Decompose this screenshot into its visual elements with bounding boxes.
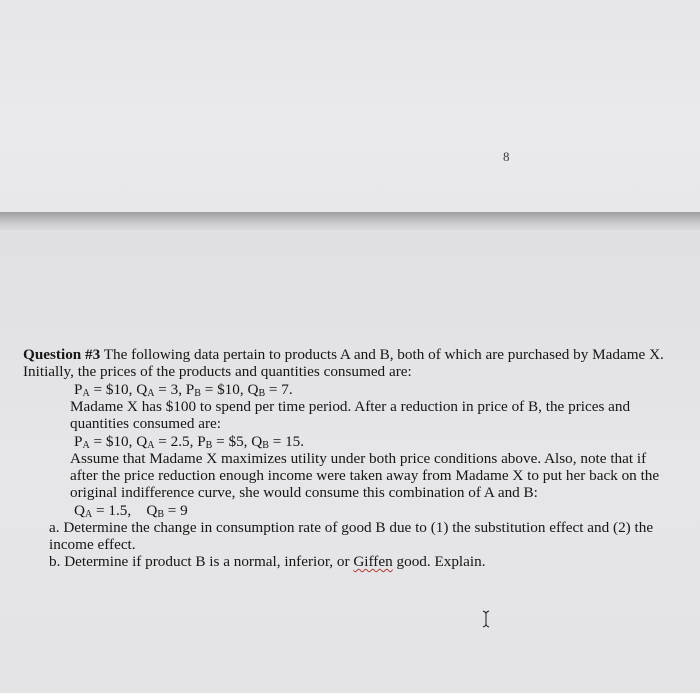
symbol-pa-sub: A bbox=[82, 388, 90, 399]
value-pa: = $10, bbox=[89, 381, 137, 398]
symbol-qb: Q bbox=[146, 502, 158, 519]
page-number: 8 bbox=[503, 149, 510, 164]
symbol-pa: P bbox=[74, 433, 83, 450]
upper-page bbox=[0, 0, 700, 212]
compensated-values bbox=[23, 502, 673, 519]
question-intro-text: The following data pertain to products A and B, both of which are purchased by Madame X. Initially, the prices of the products and quantities consumed are: bbox=[23, 346, 664, 380]
symbol-qa-sub: A bbox=[84, 509, 93, 520]
symbol-pa-sub: A bbox=[82, 440, 90, 451]
value-qb: = 15. bbox=[268, 433, 305, 450]
budget-text: Madame X has $100 to spend per time period. After a reduction in price of B, the prices and quantities consumed are: bbox=[70, 398, 631, 432]
value-qb: = 7. bbox=[265, 381, 293, 398]
question-label: Question #3 bbox=[23, 346, 101, 363]
symbol-pb-sub: B bbox=[205, 440, 213, 451]
symbol-qa: Q bbox=[74, 502, 85, 519]
symbol-qb-sub: B bbox=[157, 509, 164, 520]
symbol-pb: P bbox=[185, 381, 195, 398]
part-b-prefix: b. Determine if product B is a normal, inferior, or bbox=[49, 553, 354, 570]
value-qa: = 2.5, bbox=[154, 433, 198, 450]
part-b bbox=[23, 553, 673, 570]
symbol-qb-sub: B bbox=[262, 440, 269, 451]
symbol-qa: Q bbox=[136, 433, 148, 450]
value-pb: = $5, bbox=[212, 433, 252, 450]
value-pb: = $10, bbox=[200, 381, 248, 398]
value-pa: = $10, bbox=[89, 433, 137, 450]
symbol-pb-sub: B bbox=[194, 388, 201, 399]
symbol-qb: Q bbox=[251, 433, 263, 450]
symbol-pb: P bbox=[197, 433, 206, 450]
text-cursor-icon bbox=[482, 610, 490, 628]
part-b-giffen: Giffen bbox=[353, 553, 393, 570]
value-qa: = 3, bbox=[154, 381, 186, 398]
symbol-qa-sub: A bbox=[147, 388, 155, 399]
value-qb: = 9 bbox=[163, 502, 188, 519]
symbol-qa-sub: A bbox=[147, 440, 155, 451]
page-break-shadow bbox=[0, 212, 700, 230]
part-a: a. Determine the change in consumption rate of good B due to (1) the substitution effect and (2) the income effect. bbox=[49, 519, 654, 553]
after-values bbox=[23, 433, 673, 450]
symbol-qa: Q bbox=[136, 381, 148, 398]
symbol-qb-sub: B bbox=[258, 388, 266, 399]
symbol-pa: P bbox=[74, 381, 83, 398]
question-intro bbox=[23, 346, 673, 380]
question-block bbox=[23, 346, 673, 570]
part-b-suffix: good. Explain. bbox=[392, 553, 486, 570]
assume-text: Assume that Madame X maximizes utility under both price conditions above. Also, note that if after the price reduction enough income were taken away from Madame X to put her back on the original indifference curve, she would consume this combination of A and B: bbox=[70, 450, 660, 501]
initial-values bbox=[23, 381, 673, 398]
symbol-qb: Q bbox=[247, 381, 259, 398]
value-qa: = 1.5, bbox=[92, 502, 147, 519]
